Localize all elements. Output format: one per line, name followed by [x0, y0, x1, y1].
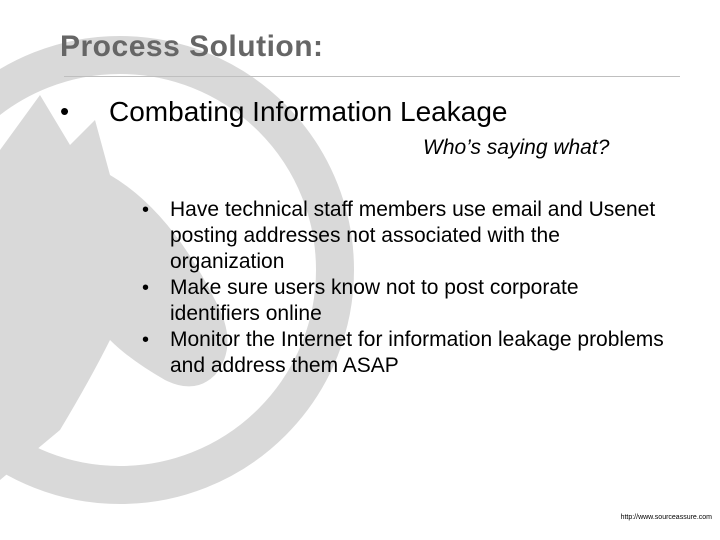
main-bullet-marker: •	[60, 96, 70, 126]
subtitle: Who’s saying what?	[423, 136, 610, 159]
main-heading: Combating Information Leakage	[109, 96, 508, 127]
footer-url: http://www.sourceassure.com	[620, 514, 712, 521]
bullet-marker: •	[142, 199, 150, 221]
list-item	[0, 327, 720, 379]
list-item	[0, 197, 720, 275]
bullet-text: Make sure users know not to post corporate identifiers online	[170, 276, 579, 325]
bullet-text: Have technical staff members use email and Usenet posting addresses not associated with the organization	[170, 198, 656, 273]
list-item	[0, 275, 720, 327]
slide-title: Process Solution:	[60, 30, 324, 63]
bullet-list	[0, 197, 720, 379]
title-divider	[64, 76, 680, 77]
bullet-text: Monitor the Internet for information leakage problems and address them ASAP	[170, 328, 664, 377]
bullet-marker: •	[142, 329, 150, 351]
bullet-marker: •	[142, 277, 150, 299]
